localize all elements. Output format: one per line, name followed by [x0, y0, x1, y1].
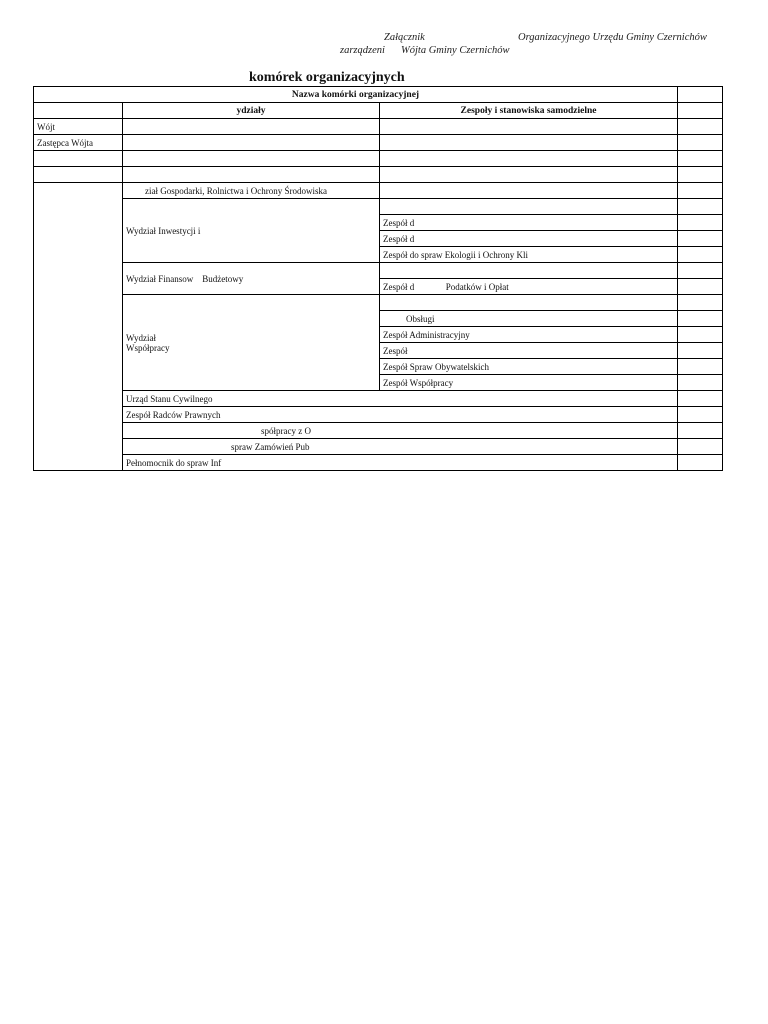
table-row: [34, 167, 723, 183]
table-cell-empty: [678, 263, 723, 279]
table-cell-empty: [678, 311, 723, 327]
table-cell-empty: [380, 167, 678, 183]
table-row: [34, 151, 723, 167]
table-row: [34, 407, 723, 423]
table-cell-empty: [380, 151, 678, 167]
table-cell-empty: [123, 151, 380, 167]
table-cell-empty: [123, 167, 380, 183]
table-cell-empty: [678, 391, 723, 407]
table-cell-empty: [380, 119, 678, 135]
table-cell-empty: [380, 295, 678, 311]
table-cell-empty: [678, 247, 723, 263]
table-cell-empty: [678, 87, 723, 103]
org-units-table: [33, 86, 723, 471]
table-cell-empty: [678, 119, 723, 135]
table-cell-empty: [678, 199, 723, 215]
table-cell-empty: [380, 183, 678, 199]
column-header-teams: Zespoły i stanowiska samodzielne: [380, 103, 678, 119]
table-cell-empty: [380, 263, 678, 279]
cell-team: Zespół: [380, 343, 678, 359]
table-header-name: Nazwa komórki organizacyjnej: [34, 87, 678, 103]
table-row: [34, 391, 723, 407]
cell-public-procurement: spraw Zamówień Pub: [123, 439, 678, 455]
table-cell-empty: [678, 359, 723, 375]
table-row: [34, 199, 723, 215]
table-cell-empty: [380, 135, 678, 151]
cell-team-citizens: Zespół Spraw Obywatelskich: [380, 359, 678, 375]
cell-civil-registry: Urząd Stanu Cywilnego: [123, 391, 678, 407]
dept-cooperation-line2: Współpracy: [126, 342, 170, 353]
cell-team-cooperation: Zespół Współpracy: [380, 375, 678, 391]
table-cell-empty: [678, 375, 723, 391]
table-cell-empty: [34, 103, 123, 119]
table-cell-empty: [123, 119, 380, 135]
table-cell-empty: [678, 135, 723, 151]
table-cell-empty: [678, 103, 723, 119]
header-ordinance-label: zarządzeni: [340, 45, 385, 56]
dept-cooperation-line1: Wydział: [126, 332, 156, 343]
table-row: [34, 135, 723, 151]
table-cell-empty: [34, 167, 123, 183]
table-cell-empty: [34, 151, 123, 167]
table-cell-empty: [678, 327, 723, 343]
cell-team-taxes: Zespół d Podatków i Opłat: [380, 279, 678, 295]
table-row: [34, 183, 723, 199]
cell-plenipotentiary: Pełnomocnik do spraw Inf: [123, 455, 678, 471]
cell-team: Zespół d: [380, 215, 678, 231]
header-office-name: Organizacyjnego Urzędu Gminy Czernichów: [518, 32, 707, 43]
cell-team-ecology: Zespół do spraw Ekologii i Ochrony Kli: [380, 247, 678, 263]
cell-legal-advisers: Zespół Radców Prawnych: [123, 407, 678, 423]
column-header-departments: ydziały: [123, 103, 380, 119]
table-cell-empty: [678, 183, 723, 199]
header-attachment-label: Załącznik: [384, 32, 425, 43]
table-row: [34, 295, 723, 311]
table-cell-empty: [678, 439, 723, 455]
table-cell-empty: [123, 135, 380, 151]
table-cell-empty: [678, 167, 723, 183]
table-row: [34, 439, 723, 455]
table-cell-empty: [678, 423, 723, 439]
table-cell-empty: [678, 215, 723, 231]
cell-deputy: Zastępca Wójta: [34, 135, 123, 151]
table-cell-empty: [678, 407, 723, 423]
table-cell-empty: [678, 279, 723, 295]
cell-dept-agriculture: ział Gospodarki, Rolnictwa i Ochrony Środowiska: [123, 183, 380, 199]
table-cell-empty: [678, 231, 723, 247]
table-row: [34, 103, 723, 119]
table-cell-empty: [678, 455, 723, 471]
cell-dept-investments: Wydział Inwestycji i: [123, 199, 380, 263]
table-row: [34, 87, 723, 103]
cell-dept-cooperation: [123, 295, 380, 391]
header-mayor-name: Wójta Gminy Czernichów: [401, 45, 510, 56]
table-row: [34, 263, 723, 279]
table-row: [34, 119, 723, 135]
table-cell-empty: [678, 151, 723, 167]
cell-team-service: Obsługi: [380, 311, 678, 327]
table-cell-empty: [34, 183, 123, 471]
table-cell-empty: [678, 343, 723, 359]
table-cell-empty: [678, 295, 723, 311]
cell-cooperation-ngo: spółpracy z O: [123, 423, 678, 439]
cell-team-administrative: Zespół Administracyjny: [380, 327, 678, 343]
table-row: [34, 423, 723, 439]
cell-team: Zespół d: [380, 231, 678, 247]
table-row: [34, 455, 723, 471]
document-title: komórek organizacyjnych: [249, 70, 405, 85]
cell-wojt: Wójt: [34, 119, 123, 135]
table-cell-empty: [380, 199, 678, 215]
cell-dept-finance: Wydział Finansow Budżetowy: [123, 263, 380, 295]
